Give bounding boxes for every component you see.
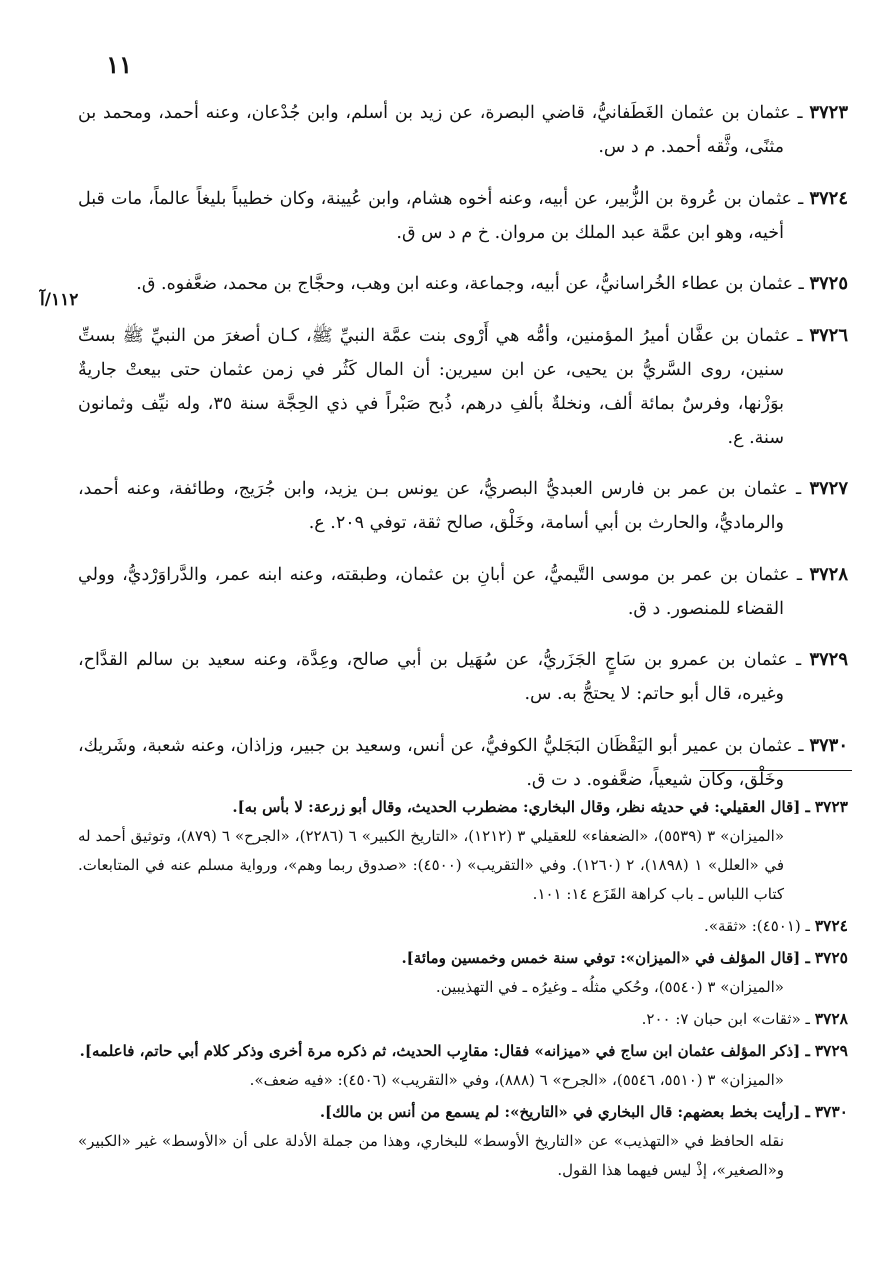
footnote-number: ٣٧٢٥	[814, 948, 848, 967]
entry-number: ٣٧٢٦	[809, 324, 848, 346]
footnote-heading: ـ [قال العقيلي: في حديثه نظر، وقال البخاري: مضطرب الحديث، وقال أبو زرعة: لا بأس به].	[232, 798, 810, 816]
footnote	[78, 1097, 848, 1185]
footnote-line: «الميزان» ٣ (٥٥١٠، ٥٥٤٦)، «الجرح» ٦ (٨٨٨)، وفي «التقريب» (٤٥٠٦): «فيه ضعف».	[249, 1071, 784, 1089]
entry-number: ٣٧٢٨	[809, 563, 848, 585]
entry-text: ـ عثمان بن عثمان الغَطَفانيُّ، قاضي البصرة، عن زيد بن أسلم، وابن جُدْعان، وعنه أحمد، ومحمد بن مثنًى، وثَّقه أحمد. م د س.	[78, 103, 803, 157]
entry-text: ـ عثمان بن عمر بن فارس العبديُّ البصريُّ، عن يونس بـن يزيد، وابن جُرَيج، وطائفة، وعنه أحمد، والرماديُّ، والحارث بن أبي أسامة، وخَلْق، صالح ثقة، توفي ٢٠٩. ع.	[78, 479, 802, 533]
entry-text: ـ عثمان بن عطاء الخُراسانيُّ، عن أبيه، وجماعة، وعنه ابن وهب، وحجَّاج بن محمد، ضعَّفوه. ق.	[136, 274, 804, 294]
footnote-number: ٣٧٣٠	[814, 1102, 848, 1121]
entry-number: ٣٧٢٣	[809, 102, 848, 123]
footnote-heading: ـ [ذكر المؤلف عثمان ابن ساج في «ميزانه» فقال: مقارِب الحديث، ثم ذكره مرة أخرى وذكر كلام أبي حاتم، فاعلمه].	[79, 1042, 810, 1060]
page-number: ١١	[106, 50, 132, 79]
footnote	[78, 792, 848, 909]
footnote-divider	[700, 770, 852, 771]
footnote	[78, 911, 848, 941]
entry-text: ـ عثمان بن عمر بن موسى التَّيميُّ، عن أبانِ بن عثمان، وطبقته، وعنه ابنه عمر، والدَّراوَرْديُّ، وولي القضاء للمنصور. د ق.	[78, 564, 802, 619]
footnote	[78, 1036, 848, 1095]
entry	[78, 319, 848, 455]
footnote-line: «الميزان» ٣ (٥٥٣٩)، «الضعفاء» للعقيلي ٣ (١٢١٢)، «التاريخ الكبير» ٦ (٢٢٨٦)، «الجرح» ٦ (٨٧٩)، وتوثيق أحمد له في «العلل» ١ (١٨٩٨)، ٢ (١٢٦٠). وفي «التقريب» (٤٥٠٠): «صدوق ربما وهم»، ورواية مسلم عنه في المتابعات. كتاب اللباس ـ باب كراهة القَزَع ١٤: ١٠١.	[78, 827, 785, 903]
footnote	[78, 943, 848, 1002]
footnote-heading: ـ [رأيت بخط بعضهم: قال البخاري في «التاريخ»: لم يسمع من أنس بن مالك].	[319, 1103, 810, 1121]
footnote-number: ٣٧٢٩	[814, 1041, 848, 1060]
entry	[78, 643, 848, 711]
entry-text: ـ عثمان بن عمرو بن سَاجٍ الجَزَريُّ، عن سُهَيل بن أبي صالح، وعِدَّة، وعنه سعيد بن سالم القدَّاح، وغيره، قال أبو حاتم: لا يحتجُّ به. س.	[78, 650, 802, 704]
entry	[78, 182, 848, 250]
main-text	[78, 96, 848, 805]
footnotes	[78, 792, 848, 1187]
footnote-heading: ـ [قال المؤلف في «الميزان»: توفي سنة خمس وخمسين ومائة].	[401, 949, 810, 967]
footnote-number: ٣٧٢٣	[814, 797, 848, 816]
entry	[78, 472, 848, 540]
entry	[78, 558, 848, 626]
entry	[78, 729, 848, 797]
entry-text: ـ عثمان بن عُروة بن الزُّبير، عن أبيه، وعنه أخوه هشام، وابن عُيينة، وكان خطيباً بليغاً عالماً، مات قبل أخيه، وهو ابن عمَّة عبد الملك بن مروان. خ م د س ق.	[78, 188, 804, 243]
entry	[78, 96, 848, 164]
entry-number: ٣٧٢٤	[809, 187, 848, 209]
entry	[78, 267, 848, 301]
footnote-line: نقله الحافظ في «التهذيب» عن «التاريخ الأوسط» للبخاري، وهذا من جملة الأدلة على أن «الأوسط» غير «الكبير» و«الصغير»، إذْ ليس فيهما هذا القول.	[78, 1132, 784, 1179]
footnote	[78, 1004, 848, 1034]
footnote-number: ٣٧٢٨	[814, 1009, 848, 1028]
entry-text: ـ عثمان بن عمير أبو اليَقْظَان البَجَليُّ الكوفيُّ، عن أنس، وسعيد بن جبير، وزاذان، وعنه شعبة، وشَريك، وخَلْق، وكان شيعياً، ضعَّفوه. د ت ق.	[78, 735, 804, 790]
margin-folio-note: ١١٢/آ	[40, 290, 79, 310]
entry-number: ٣٧٢٥	[809, 273, 848, 294]
entry-number: ٣٧٣٠	[809, 734, 848, 756]
entry-number: ٣٧٢٧	[809, 478, 848, 499]
footnote-line: ـ «ثقات» ابن حبان ٧: ٢٠٠.	[641, 1010, 810, 1028]
entry-text: ـ عثمان بن عفَّان أميرُ المؤمنين، وأمُّه هي أَرْوى بنت عمَّة النبيِّ ﷺ، كـان أصغرَ من النبيِّ ﷺ بستِّ سنين، روى السَّريُّ بن يحيى، عن ابن سيرين: أن المال كَثُر في زمن عثمان حتى بيعتْ جاريةٌ بوَزْنها، وفرسٌ بمائة ألف، ونخلةٌ بألفِ درهم، ذُبح صَبْراً في ذي الحِجَّة سنة ٣٥، وله نيِّف وثمانون سنة. ع.	[78, 325, 803, 448]
entry-number: ٣٧٢٩	[809, 649, 848, 670]
footnote-number: ٣٧٢٤	[814, 916, 848, 935]
footnote-line: «الميزان» ٣ (٥٥٤٠)، وحُكي مثلُه ـ وغيرُه ـ في التهذيبين.	[435, 978, 784, 996]
footnote-line: ـ (٤٥٠١): «ثقة».	[704, 917, 810, 935]
